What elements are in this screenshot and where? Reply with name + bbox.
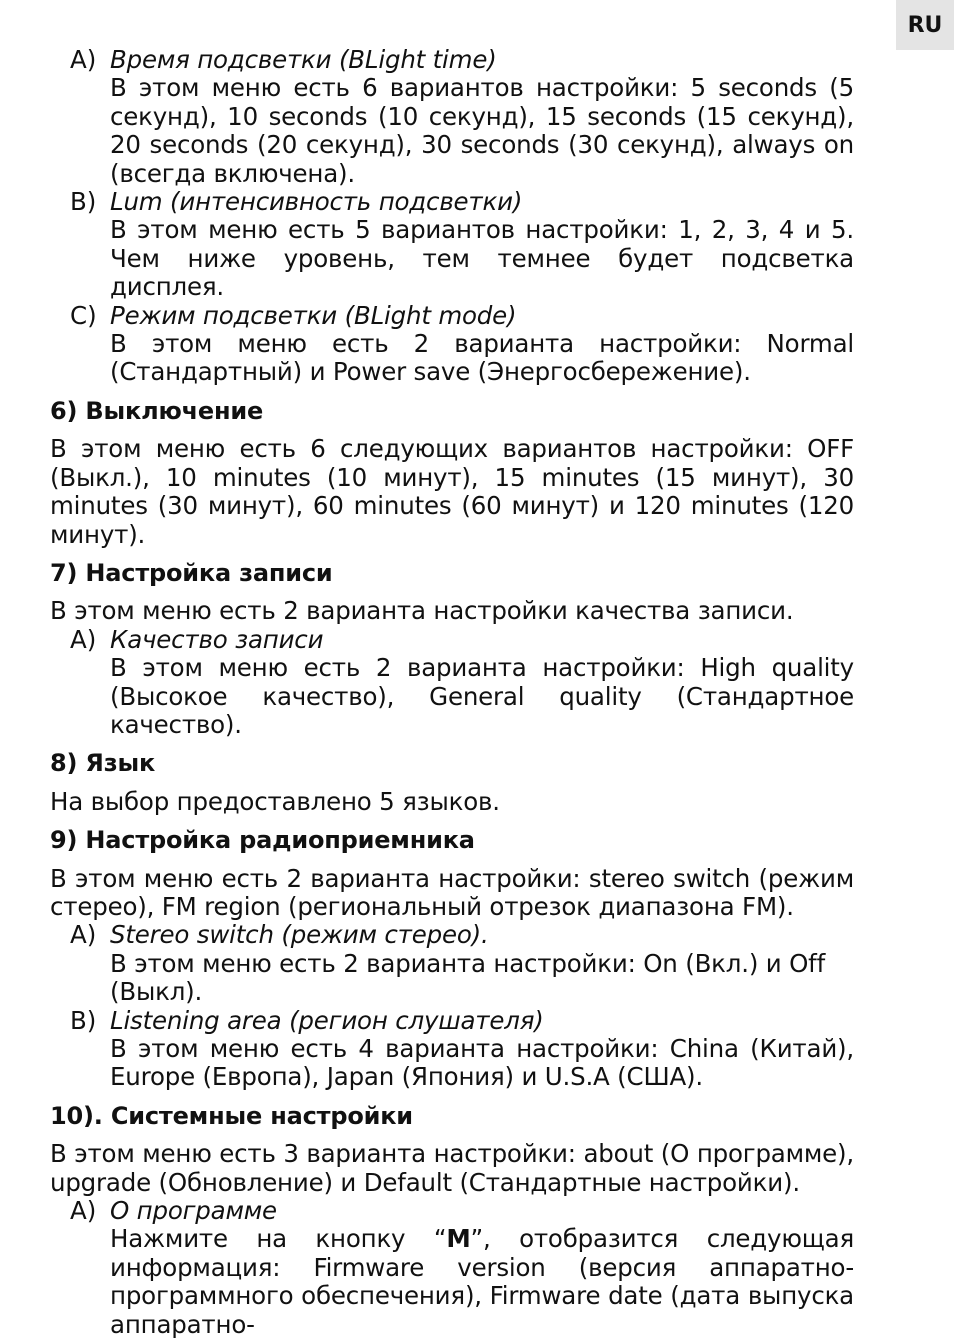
item-text: В этом меню есть 4 варианта настройки: China (Китай), Europe (Европа), Japan (Япония) и U.S.A (США). <box>110 1034 854 1092</box>
item-text <box>110 1225 854 1339</box>
section-text: На выбор предоставлено 5 языков. <box>50 786 500 816</box>
section-heading: 9) Настройка радиоприемника <box>50 826 475 855</box>
item-letter: C) <box>70 300 97 330</box>
section-heading: 7) Настройка записи <box>50 558 333 587</box>
item-letter: A) <box>70 45 97 74</box>
list-item <box>50 626 854 740</box>
language-tab: RU <box>896 0 954 50</box>
section-text: В этом меню есть 2 варианта настройки: stereo switch (режим стерео), FM region (региональный отрезок диапазона FM). <box>50 863 854 921</box>
item-text: В этом меню есть 2 варианта настройки: On (Вкл.) и Off (Выкл). <box>110 948 826 1007</box>
item-title: Lum (интенсивность подсветки) <box>110 187 523 217</box>
item-letter: A) <box>70 624 97 654</box>
section-text: В этом меню есть 2 варианта настройки качества записи. <box>50 596 794 626</box>
item-title: Время подсветки (BLight time) <box>110 45 497 74</box>
item-letter: A) <box>70 920 97 950</box>
item-title: О программе <box>110 1196 277 1226</box>
item-letter: B) <box>70 187 97 217</box>
item-text: В этом меню есть 5 вариантов настройки: 1, 2, 3, 4 и 5. Чем ниже уровень, тем темнее будет подсветка дисплея. <box>110 215 854 302</box>
section-text: В этом меню есть 3 варианта настройки: about (О программе), upgrade (Обновление) и Default (Стандартные настройки). <box>50 1139 854 1197</box>
section-heading: 6) Выключение <box>50 396 264 425</box>
list-item <box>50 188 854 302</box>
list-item <box>50 302 854 387</box>
item-text: В этом меню есть 2 варианта настройки: High quality (Высокое качество), General quality (Стандартное качество). <box>110 653 854 739</box>
section-text: В этом меню есть 6 следующих вариантов настройки: OFF (Выкл.), 10 minutes (10 минут), 15 minutes (15 минут), 30 minutes (30 минут), 60 minutes (60 минут) и 120 minutes (120 минут). <box>50 434 854 549</box>
item-text-post: ”, отобразится следующая информация: Firmware version (версия аппаратно-программного обеспечения), Firmware date (дата выпуска аппаратно- <box>110 1224 854 1339</box>
item-text: В этом меню есть 6 вариантов настройки: 5 seconds (5 секунд), 10 seconds (10 секунд), 15 seconds (15 секунд), 20 seconds (20 секунд), 30 seconds (30 секунд), always on (всегда включена). <box>110 73 854 188</box>
m-key-label: M <box>446 1224 471 1254</box>
item-title: Качество записи <box>110 624 324 654</box>
list-item <box>50 1007 854 1092</box>
item-title: Stereo switch (режим стерео). <box>110 920 489 950</box>
list-item <box>50 921 854 1006</box>
list-item <box>50 46 854 188</box>
item-title: Listening area (регион слушателя) <box>110 1005 544 1035</box>
section-heading: 10). Системные настройки <box>50 1101 413 1130</box>
item-text-pre: Нажмите на кнопку “ <box>110 1224 447 1254</box>
manual-page <box>50 46 854 1339</box>
section-heading: 8) Язык <box>50 749 156 778</box>
item-text: В этом меню есть 2 варианта настройки: Normal (Стандартный) и Power save (Энергосбережение). <box>110 329 854 387</box>
item-title: Режим подсветки (BLight mode) <box>110 300 517 330</box>
list-item <box>50 1197 854 1339</box>
item-letter: B) <box>70 1005 97 1035</box>
item-letter: A) <box>70 1196 97 1226</box>
